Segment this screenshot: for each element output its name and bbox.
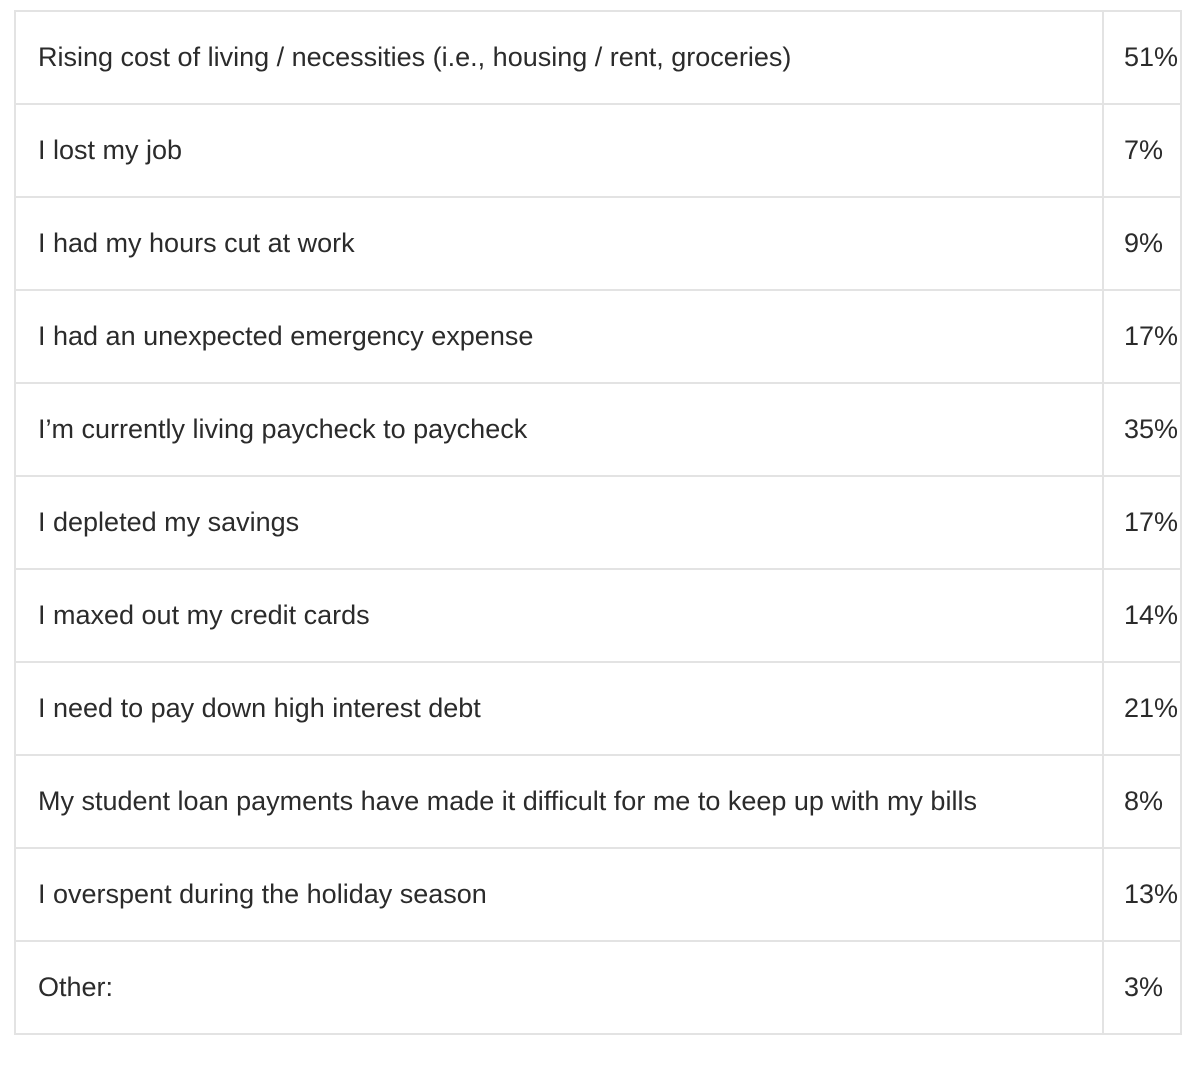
row-percentage: 17% <box>1103 290 1181 383</box>
row-percentage: 9% <box>1103 197 1181 290</box>
row-label: I’m currently living paycheck to paycheck <box>15 383 1103 476</box>
row-percentage: 8% <box>1103 755 1181 848</box>
row-label: I need to pay down high interest debt <box>15 662 1103 755</box>
table-row <box>15 476 1181 569</box>
row-label: I lost my job <box>15 104 1103 197</box>
row-percentage: 3% <box>1103 941 1181 1034</box>
table-row <box>15 569 1181 662</box>
row-label: I overspent during the holiday season <box>15 848 1103 941</box>
table-row <box>15 290 1181 383</box>
row-label: I had my hours cut at work <box>15 197 1103 290</box>
row-percentage: 13% <box>1103 848 1181 941</box>
row-percentage: 14% <box>1103 569 1181 662</box>
row-label: I maxed out my credit cards <box>15 569 1103 662</box>
table-row <box>15 104 1181 197</box>
table-row <box>15 197 1181 290</box>
survey-results-table <box>14 10 1182 1035</box>
table-row <box>15 941 1181 1034</box>
row-percentage: 7% <box>1103 104 1181 197</box>
table-body <box>15 11 1181 1034</box>
row-label: Rising cost of living / necessities (i.e., housing / rent, groceries) <box>15 11 1103 104</box>
table-row <box>15 755 1181 848</box>
table-row <box>15 383 1181 476</box>
row-percentage: 51% <box>1103 11 1181 104</box>
table-row <box>15 11 1181 104</box>
row-label: I depleted my savings <box>15 476 1103 569</box>
row-label: I had an unexpected emergency expense <box>15 290 1103 383</box>
results-table-container <box>14 10 1182 1035</box>
table-row <box>15 662 1181 755</box>
row-label: My student loan payments have made it difficult for me to keep up with my bills <box>15 755 1103 848</box>
row-percentage: 35% <box>1103 383 1181 476</box>
row-percentage: 21% <box>1103 662 1181 755</box>
table-row <box>15 848 1181 941</box>
row-percentage: 17% <box>1103 476 1181 569</box>
row-label: Other: <box>15 941 1103 1034</box>
